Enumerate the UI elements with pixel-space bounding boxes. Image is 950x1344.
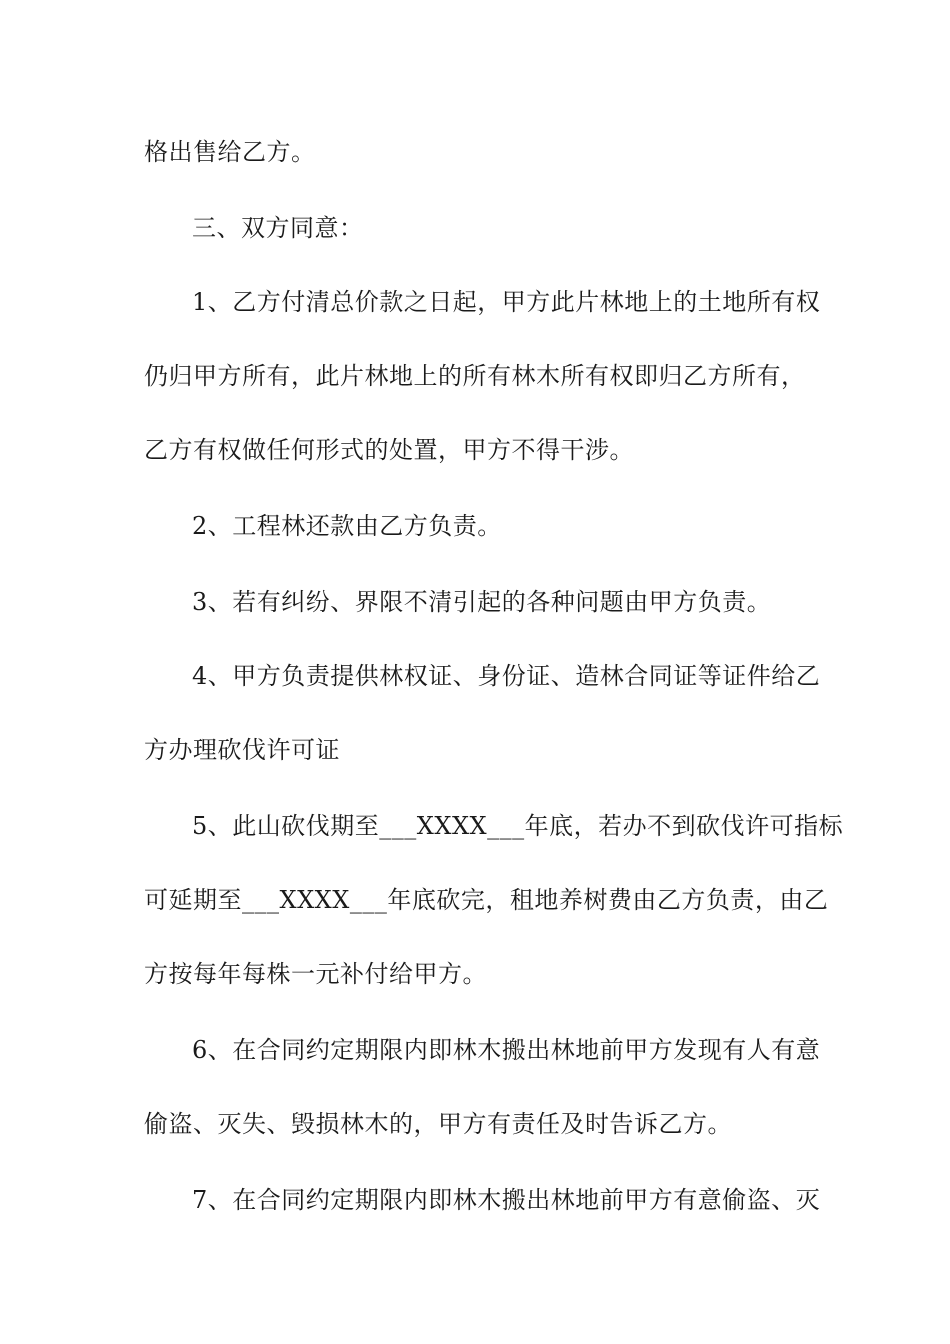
clause-1-line-1: 1、乙方付清总价款之日起，甲方此片林地上的土地所有权 <box>192 288 821 316</box>
clause-6-line-2: 偷盗、灭失、毁损林木的，甲方有责任及时告诉乙方。 <box>144 1110 732 1138</box>
clause-4-line-2: 方办理砍伐许可证 <box>144 736 340 764</box>
clause-4-line-1: 4、甲方负责提供林权证、身份证、造林合同证等证件给乙 <box>192 662 821 690</box>
text-line-1: 格出售给乙方。 <box>144 138 316 166</box>
clause-7-line-1: 7、在合同约定期限内即林木搬出林地前甲方有意偷盗、灭 <box>192 1186 821 1214</box>
clause-2: 2、工程林还款由乙方负责。 <box>192 512 502 540</box>
clause-3: 3、若有纠纷、界限不清引起的各种问题由甲方负责。 <box>192 588 772 616</box>
section-heading-3: 三、双方同意： <box>192 214 364 242</box>
clause-5-line-3: 方按每年每株一元补付给甲方。 <box>144 960 487 988</box>
clause-5-line-2: 可延期至___XXXX___年底砍完，租地养树费由乙方负责，由乙 <box>144 886 829 914</box>
clause-5-line-1: 5、此山砍伐期至___XXXX___年底，若办不到砍伐许可指标 <box>192 812 844 840</box>
clause-6-line-1: 6、在合同约定期限内即林木搬出林地前甲方发现有人有意 <box>192 1036 821 1064</box>
clause-1-line-3: 乙方有权做任何形式的处置，甲方不得干涉。 <box>144 436 634 464</box>
clause-1-line-2: 仍归甲方所有，此片林地上的所有林木所有权即归乙方所有， <box>144 362 806 390</box>
